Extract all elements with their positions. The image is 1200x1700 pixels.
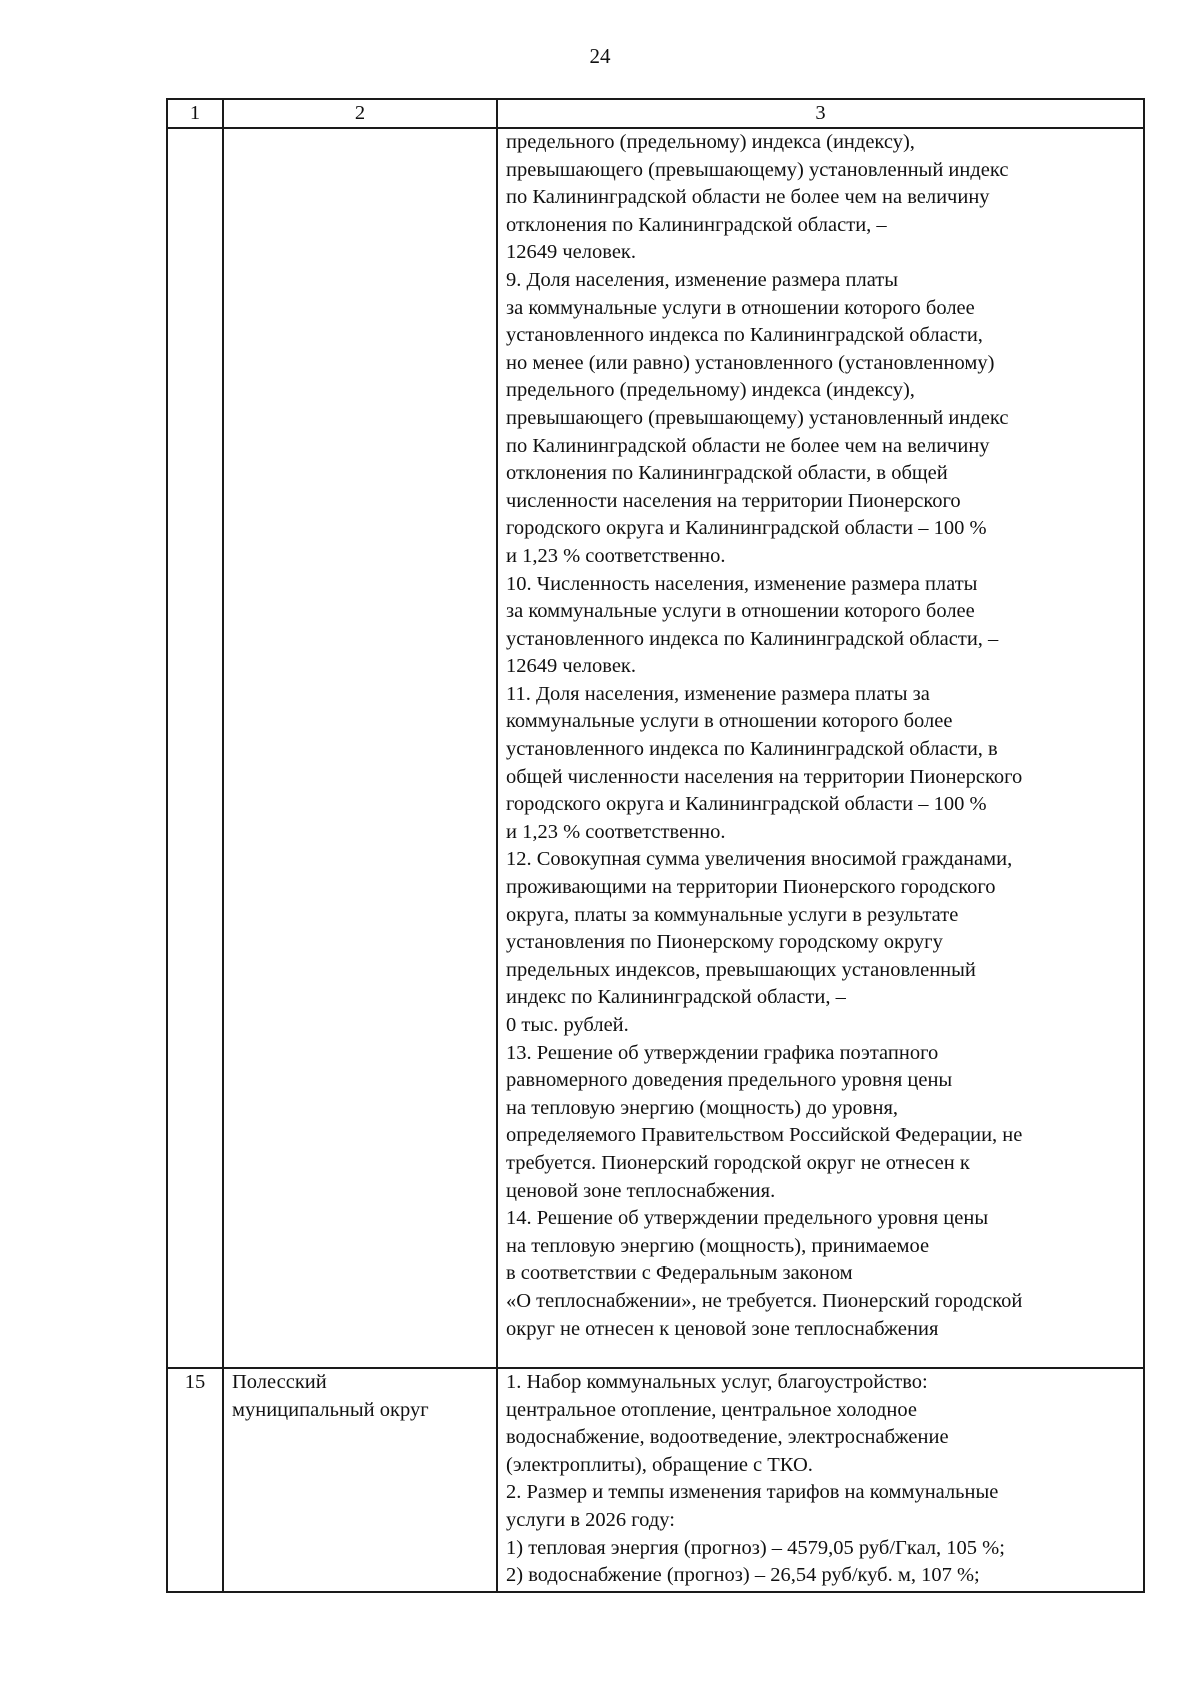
text-line: по Калининградской области не более чем на величину [506,434,990,457]
text-line: 12649 человек. [506,655,637,678]
text-line: округ не отнесен к ценовой зоне теплоснабжения [506,1317,939,1340]
row-number-cell [167,128,223,1368]
text-line: отклонения по Калининградской области, в общей [506,462,948,485]
text-line: требуется. Пионерский городской округ не отнесен к [506,1151,970,1174]
text-line: и 1,23 % соответственно. [506,820,726,843]
page-number: 24 [589,44,611,68]
text-line: округа, платы за коммунальные услуги в результате [506,903,959,926]
table-row [167,128,1144,1368]
indicators-cell [497,128,1144,1368]
text-line: 13. Решение об утверждении графика поэтапного [506,1041,939,1064]
text-line: на тепловую энергию (мощность) до уровня, [506,1096,898,1119]
text-line: установленного индекса по Калининградской области, в [506,738,998,761]
text-line: ценовой зоне теплоснабжения. [506,1179,776,1202]
text-line: за коммунальные услуги в отношении которого более [506,296,975,319]
text-line: «О теплоснабжении», не требуется. Пионерский городской [506,1289,1023,1312]
text-line: городского округа и Калининградской области – 100 % [506,517,987,540]
text-line: 10. Численность населения, изменение размера платы [506,572,978,595]
text-line: отклонения по Калининградской области, – [506,213,887,236]
text-line: центральное отопление, центральное холодное [506,1398,917,1421]
table-row [167,1368,1144,1592]
text-line: численности населения на территории Пионерского [506,489,961,512]
text-line: установленного индекса по Калининградской области, [506,324,983,347]
text-line: 1) тепловая энергия (прогноз) – 4579,05 руб/Гкал, 105 %; [506,1536,1005,1559]
text-line: 9. Доля населения, изменение размера платы [506,268,899,291]
municipality-cell [223,1368,497,1592]
header-cell-1: 1 [167,99,223,128]
text-line: 12649 человек. [506,241,637,264]
text-line: 2) водоснабжение (прогноз) – 26,54 руб/куб. м, 107 %; [506,1564,980,1587]
text-line: предельного (предельному) индекса (индексу), [506,131,915,153]
indicators-cell [497,1368,1144,1592]
text-line: (электроплиты), обращение с ТКО. [506,1453,813,1476]
header-cell-2: 2 [223,99,497,128]
text-line: водоснабжение, водоотведение, электроснабжение [506,1426,949,1449]
text-line: предельного (предельному) индекса (индексу), [506,379,915,402]
text-line: 1. Набор коммунальных услуг, благоустройство: [506,1371,928,1393]
text-line: превышающего (превышающему) установленный индекс [506,406,1009,429]
text-line: установленного индекса по Калининградской области, – [506,627,999,650]
text-line: и 1,23 % соответственно. [506,544,726,567]
text-line: услуги в 2026 году: [506,1508,675,1531]
municipality-name-line: муниципальный округ [232,1398,429,1421]
text-line: определяемого Правительством Российской Федерации, не [506,1124,1023,1147]
text-line: общей численности населения на территории Пионерского [506,765,1023,788]
continuation-table [166,98,1145,1593]
table-header-row [167,99,1144,128]
text-line: предельных индексов, превышающих установленный [506,958,976,981]
text-line: равномерного доведения предельного уровня цены [506,1069,953,1092]
text-line: 14. Решение об утверждении предельного уровня цены [506,1207,989,1230]
text-line: по Калининградской области не более чем на величину [506,186,990,209]
text-line: в соответствии с Федеральным законом [506,1262,853,1285]
text-line: индекс по Калининградской области, – [506,986,846,1009]
text-line: проживающими на территории Пионерского городского [506,876,996,899]
text-line: на тепловую энергию (мощность), принимаемое [506,1234,930,1257]
text-line: городского округа и Калининградской области – 100 % [506,793,987,816]
text-line: коммунальные услуги в отношении которого более [506,710,953,733]
text-line: 11. Доля населения, изменение размера платы за [506,682,930,705]
text-line: но менее (или равно) установленного (установленному) [506,351,995,374]
text-line: установления по Пионерскому городскому округу [506,931,943,954]
municipality-cell [223,128,497,1368]
text-line: 12. Совокупная сумма увеличения вносимой гражданами, [506,848,1013,871]
header-cell-3: 3 [497,99,1144,128]
row-number-cell: 15 [167,1368,223,1592]
text-line: 0 тыс. рублей. [506,1014,629,1036]
text-line: 2. Размер и темпы изменения тарифов на коммунальные [506,1481,999,1504]
text-line: за коммунальные услуги в отношении которого более [506,600,975,623]
municipality-name-line: Полесский [232,1371,327,1393]
text-line: превышающего (превышающему) установленный индекс [506,158,1009,181]
